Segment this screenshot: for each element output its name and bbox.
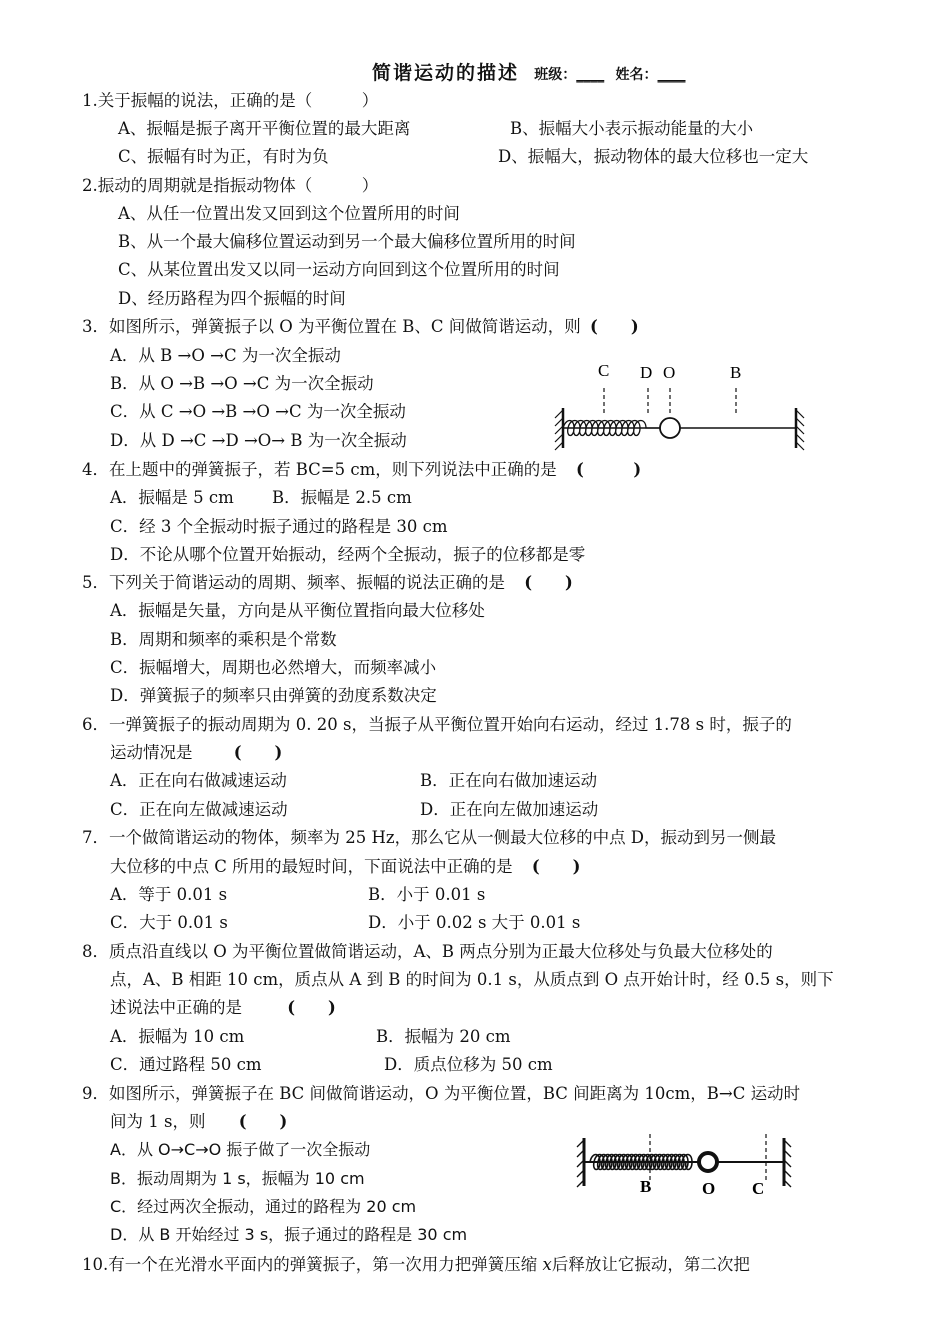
q8-option-a[interactable]: A．振幅为 10 cm: [110, 1027, 245, 1046]
q9-spring-diagram: [574, 1130, 799, 1210]
q4-stem-line: [82, 459, 641, 481]
q3-option-b[interactable]: B．从 O →B →O →C 为一次全振动: [110, 374, 374, 393]
q9-stem-line-2: [110, 1111, 287, 1133]
q10-stem-1b: 后释放让它振动，第二次把: [551, 1255, 750, 1274]
q2-option-d[interactable]: D、经历路程为四个振幅的时间: [118, 289, 346, 308]
q1-option-a[interactable]: A、振幅是振子离开平衡位置的最大距离: [118, 119, 411, 138]
q7-stem-2: 大位移的中点 C 所用的最短时间，下面说法中正确的是: [110, 857, 513, 876]
q2-stem: 2.振动的周期就是指振动物体（ ）: [82, 176, 379, 195]
q3-oscillator-ball: [660, 418, 680, 438]
q5-option-d[interactable]: D．弹簧振子的频率只由弹簧的劲度系数决定: [110, 686, 437, 705]
q8-stem-2: 点，A、B 相距 10 cm，质点从 A 到 B 的时间为 0.1 s，从质点到 O 点开始计时，经 0.5 s，则下: [110, 970, 834, 989]
q9-label-b: B: [640, 1177, 652, 1196]
q6-stem-1: 6．一弹簧振子的振动周期为 0. 20 s，当振子从平衡位置开始向右运动，经过 1.78 s 时，振子的: [82, 715, 792, 734]
name-label: 姓名：: [615, 67, 658, 83]
q9-option-c[interactable]: C．经过两次全振动，通过的路程为 20 cm: [110, 1197, 417, 1216]
q7-stem-1: 7．一个做简谐运动的物体，频率为 25 Hz，那么它从一侧最大位移的中点 D，振动到另一侧最: [82, 828, 777, 847]
q9-oscillator-ball: [699, 1153, 717, 1171]
q3-answer-paren[interactable]: ( ): [590, 317, 639, 336]
q6-option-d[interactable]: D．正在向左做加速运动: [420, 800, 599, 819]
q4-option-c[interactable]: C．经 3 个全振动时振子通过的路程是 30 cm: [110, 517, 448, 536]
q10-variable: x: [542, 1255, 552, 1274]
q9-option-b[interactable]: B．振动周期为 1 s，振幅为 10 cm: [110, 1169, 365, 1188]
q8-answer-paren[interactable]: ( ): [287, 998, 336, 1017]
class-label: 班级：: [534, 67, 577, 83]
q2-option-b[interactable]: B、从一个最大偏移位置运动到另一个最大偏移位置所用的时间: [118, 232, 576, 251]
q1-option-b[interactable]: B、振幅大小表示振动能量的大小: [510, 119, 754, 138]
q2-option-c[interactable]: C、从某位置出发又以同一运动方向回到这个位置所用的时间: [118, 260, 560, 279]
q8-option-b[interactable]: B．振幅为 20 cm: [376, 1027, 511, 1046]
q9-option-d[interactable]: D．从 B 开始经过 3 s，振子通过的路程是 30 cm: [110, 1225, 468, 1244]
q4-option-a[interactable]: A．振幅是 5 cm: [110, 488, 234, 507]
q4-answer-paren[interactable]: ( ): [576, 460, 642, 479]
q6-option-c[interactable]: C．正在向左做减速运动: [110, 800, 288, 819]
q3-option-a[interactable]: A．从 B →O →C 为一次全振动: [110, 346, 341, 365]
q6-stem-2: 运动情况是: [110, 743, 193, 762]
q7-answer-paren[interactable]: ( ): [531, 857, 581, 876]
q3-stem-line: [82, 316, 639, 338]
q7-option-c[interactable]: C．大于 0.01 s: [110, 913, 228, 932]
q8-option-c[interactable]: C．通过路程 50 cm: [110, 1055, 262, 1074]
q3-option-d[interactable]: D．从 D →C →D →O→ B 为一次全振动: [110, 431, 407, 450]
q3-label-d: D: [640, 363, 653, 382]
q3-option-c[interactable]: C．从 C →O →B →O →C 为一次全振动: [110, 402, 406, 421]
q9-answer-paren[interactable]: ( ): [238, 1112, 288, 1131]
q9-label-c: C: [752, 1179, 765, 1198]
q5-option-b[interactable]: B．周期和频率的乘积是个常数: [110, 630, 337, 649]
q8-stem-line-3: [110, 997, 336, 1019]
q8-stem-1: 8．质点沿直线以 O 为平衡位置做简谐运动，A、B 两点分别为正最大位移处与负最大位移处的: [82, 942, 773, 961]
q4-stem: 4．在上题中的弹簧振子，若 BC=5 cm，则下列说法中正确的是: [82, 460, 557, 479]
q7-option-a[interactable]: A．等于 0.01 s: [110, 885, 228, 904]
q9-stem-2: 间为 1 s，则: [110, 1112, 206, 1131]
q6-option-b[interactable]: B．正在向右做加速运动: [420, 771, 598, 790]
q9-spring-figure: [574, 1130, 799, 1210]
q9-stem-1: 9．如图所示，弹簧振子在 BC 间做简谐运动，O 为平衡位置，BC 间距离为 10cm，B→C 运动时: [82, 1084, 801, 1103]
q3-spring-figure: [548, 358, 813, 458]
q3-spring-diagram: [548, 358, 813, 458]
q3-label-b: B: [730, 363, 742, 382]
q7-option-d[interactable]: D．小于 0.02 s 大于 0.01 s: [368, 913, 581, 932]
q7-option-b[interactable]: B．小于 0.01 s: [368, 885, 486, 904]
q10-stem-line: [82, 1254, 750, 1276]
class-blank[interactable]: ____: [576, 67, 605, 83]
q10-stem-1: 10.有一个在光滑水平面内的弹簧振子，第一次用力把弹簧压缩: [82, 1255, 538, 1274]
page-header: [372, 62, 686, 86]
q1-option-c[interactable]: C、振幅有时为正，有时为负: [118, 147, 329, 166]
name-blank[interactable]: ____: [657, 67, 686, 83]
q3-stem: 3．如图所示，弹簧振子以 O 为平衡位置在 B、C 间做简谐运动，则: [82, 317, 581, 336]
q6-option-a[interactable]: A．正在向右做减速运动: [110, 771, 287, 790]
q4-option-b[interactable]: B．振幅是 2.5 cm: [272, 488, 412, 507]
q6-answer-paren[interactable]: ( ): [233, 743, 283, 762]
q8-option-d[interactable]: D．质点位移为 50 cm: [384, 1055, 553, 1074]
q8-stem-3: 述说法中正确的是: [110, 998, 242, 1017]
q5-stem: 5．下列关于简谐运动的周期、频率、振幅的说法正确的是: [82, 573, 505, 592]
q1-option-d[interactable]: D、振幅大，振动物体的最大位移也一定大: [498, 147, 809, 166]
q5-option-c[interactable]: C．振幅增大，周期也必然增大，而频率减小: [110, 658, 437, 677]
q3-label-c: C: [598, 361, 610, 380]
page-title: 简谐运动的描述: [372, 62, 520, 84]
q5-stem-line: [82, 572, 573, 594]
q1-stem: 1.关于振幅的说法，正确的是（ ）: [82, 91, 379, 110]
q5-answer-paren[interactable]: ( ): [524, 573, 573, 592]
q9-option-a[interactable]: A．从 O→C→O 振子做了一次全振动: [110, 1140, 371, 1159]
q5-option-a[interactable]: A．振幅是矢量，方向是从平衡位置指向最大位移处: [110, 601, 485, 620]
q2-option-a[interactable]: A、从任一位置出发又回到这个位置所用的时间: [118, 204, 460, 223]
q9-label-o: O: [702, 1179, 716, 1198]
q7-stem-line-2: [110, 856, 581, 878]
q4-option-d[interactable]: D．不论从哪个位置开始振动，经两个全振动，振子的位移都是零: [110, 545, 586, 564]
q6-stem-line-2: [110, 742, 282, 764]
q3-label-o: O: [663, 363, 676, 382]
